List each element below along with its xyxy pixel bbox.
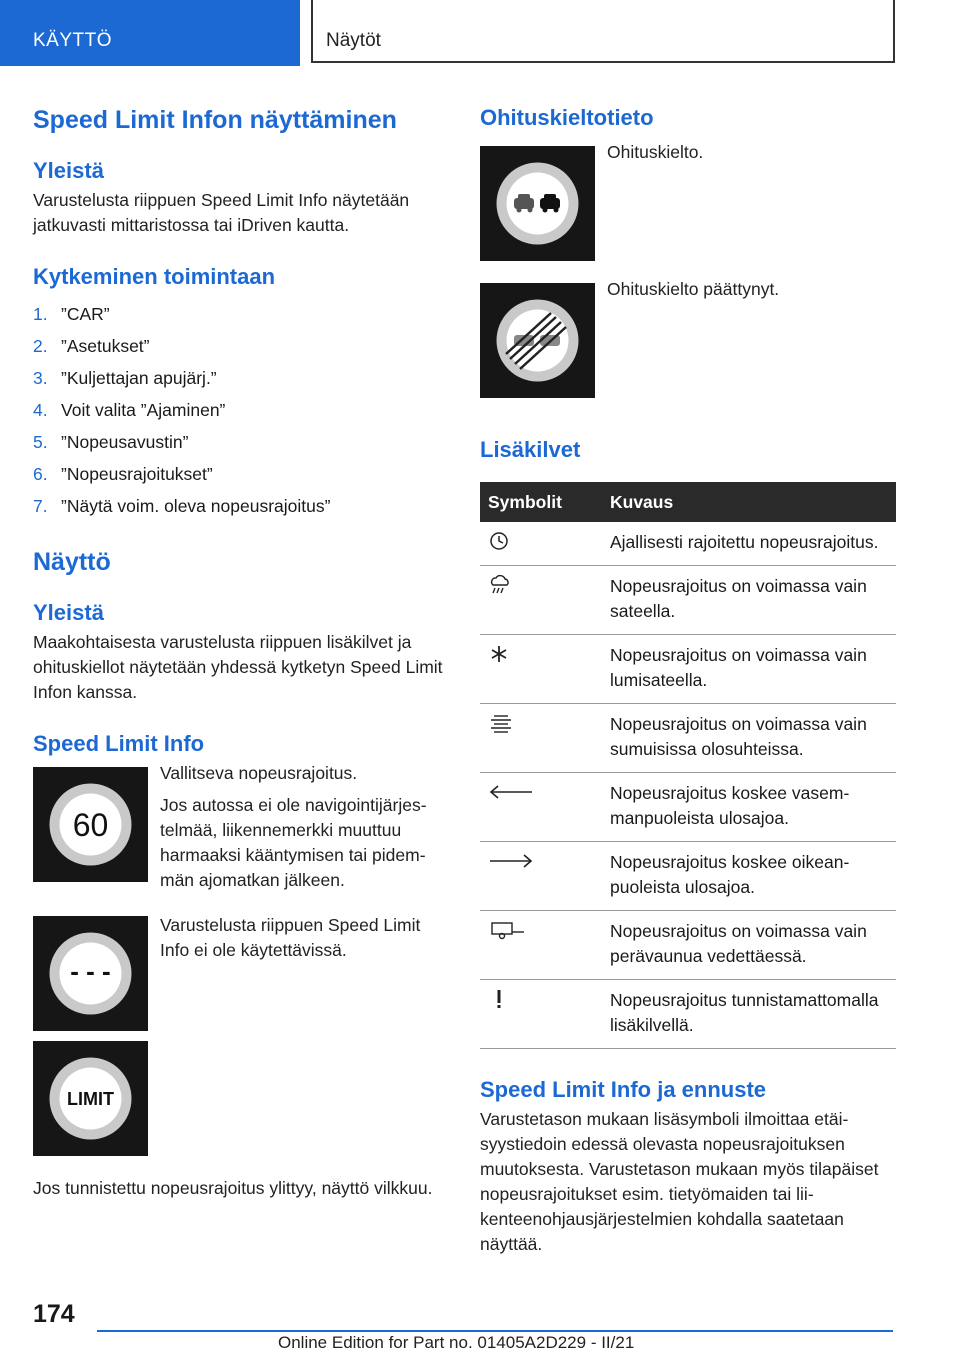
step-number: 4. bbox=[33, 400, 48, 420]
description-cell: Nopeusrajoitus on voimassa vain sateella. bbox=[610, 566, 896, 635]
section-heading-general: Yleistä bbox=[33, 158, 104, 183]
fog-icon bbox=[488, 712, 514, 734]
rain-icon bbox=[488, 574, 512, 596]
list-item bbox=[33, 458, 448, 490]
speed-limit-limit-sign bbox=[33, 1041, 148, 1156]
symbol-cell bbox=[480, 635, 610, 704]
table-row bbox=[480, 704, 896, 773]
header-subsection-label: Näytöt bbox=[326, 30, 381, 51]
page-title: Speed Limit Infon näyttäminen bbox=[33, 106, 397, 134]
page-number: 174 bbox=[33, 1300, 75, 1328]
section-heading-speed-limit-info: Speed Limit Info bbox=[33, 731, 205, 756]
clock-icon bbox=[488, 530, 510, 552]
trailer-icon bbox=[488, 919, 528, 941]
symbol-cell bbox=[480, 566, 610, 635]
table-header-row bbox=[480, 482, 896, 522]
table-row bbox=[480, 842, 896, 911]
step-number: 7. bbox=[33, 496, 48, 516]
step-number: 2. bbox=[33, 336, 48, 356]
arrow-right-icon bbox=[488, 850, 534, 872]
sign-60-description bbox=[160, 761, 448, 893]
symbol-cell bbox=[480, 980, 610, 1049]
exclamation-icon bbox=[488, 988, 510, 1010]
sign-60-value: 60 bbox=[72, 807, 109, 843]
step-text: ”Näytä voim. oleva nopeusrajoitus” bbox=[61, 496, 331, 516]
section-heading-activation: Kytkeminen toimintaan bbox=[33, 264, 276, 289]
snowflake-icon bbox=[488, 643, 510, 665]
no-passing-text: Ohituskielto. bbox=[607, 142, 704, 162]
right-column bbox=[480, 100, 896, 1257]
step-number: 3. bbox=[33, 368, 48, 388]
sign-60-text-note: Jos autossa ei ole navigointijärjestelmää, liikennemerkki muuttuu harmaaksi kääntymisen tai pidemmän ajomatkan jälkeen. bbox=[160, 795, 427, 890]
header-subsection-tab bbox=[311, 0, 895, 63]
footer-edition: Online Edition for Part no. 01405A2D229 - II/21 bbox=[278, 1333, 635, 1352]
sign-dash-description bbox=[160, 913, 448, 963]
section-title-display: Näyttö bbox=[33, 548, 111, 576]
description-cell: Nopeusrajoitus tunnistamattomalla lisäkilvellä. bbox=[610, 980, 896, 1049]
sign-dash-row bbox=[33, 916, 448, 1041]
step-text: ”CAR” bbox=[61, 304, 110, 324]
sign-limit-value: LIMIT bbox=[67, 1089, 114, 1109]
table-row bbox=[480, 911, 896, 980]
symbol-cell bbox=[480, 911, 610, 980]
symbol-cell bbox=[480, 704, 610, 773]
section-heading-display-general: Yleistä bbox=[33, 600, 104, 625]
list-item bbox=[33, 490, 448, 522]
step-text: ”Asetukset” bbox=[61, 336, 150, 356]
no-passing-row bbox=[480, 142, 896, 283]
no-passing-description bbox=[607, 140, 703, 165]
step-text: ”Nopeusavustin” bbox=[61, 432, 189, 452]
sign-dash-value: - - - bbox=[70, 956, 111, 986]
forecast-text: Varustetason mukaan lisäsymboli ilmoittaa etäisyystiedoin edessä olevasta nopeusrajoituksen muutoksesta. Varustetason mukaan myös tilapäiset nopeusrajoitukset esim. tietyömaiden tai liikenteenohjausjärjestelmien kohdalla saatetaan näyttää. bbox=[480, 1109, 879, 1254]
end-no-passing-text: Ohituskielto päättynyt. bbox=[607, 279, 780, 299]
symbol-cell bbox=[480, 522, 610, 566]
list-item bbox=[33, 426, 448, 458]
no-passing-sign bbox=[480, 146, 595, 261]
description-cell: Nopeusrajoitus on voimassa vain lumisateella. bbox=[610, 635, 896, 704]
table-row bbox=[480, 566, 896, 635]
sign-dash-text: Varustelusta riippuen Speed Limit Info ei ole käytettävissä. bbox=[160, 915, 421, 960]
step-number: 1. bbox=[33, 304, 48, 324]
description-cell: Ajallisesti rajoitettu nopeusrajoitus. bbox=[610, 522, 896, 566]
general-text: Varustelusta riippuen Speed Limit Info näytetään jatkuvasti mittaristossa tai iDriven kautta. bbox=[33, 190, 410, 235]
additional-signs-table bbox=[480, 482, 896, 1049]
table-row bbox=[480, 773, 896, 842]
table-row bbox=[480, 635, 896, 704]
list-item bbox=[33, 362, 448, 394]
symbol-cell bbox=[480, 773, 610, 842]
end-no-passing-row bbox=[480, 279, 896, 433]
description-cell: Nopeusrajoitus on voimassa vain sumuisissa olosuhteissa. bbox=[610, 704, 896, 773]
list-item bbox=[33, 394, 448, 426]
column-header-symbol: Symbolit bbox=[480, 482, 610, 522]
speed-limit-60-sign bbox=[33, 767, 148, 882]
description-cell: Nopeusrajoitus koskee oikeanpuoleista ulosajoa. bbox=[610, 842, 896, 911]
section-heading-additional-signs: Lisäkilvet bbox=[480, 437, 581, 462]
step-text: ”Kuljettajan apujärj.” bbox=[61, 368, 217, 388]
description-cell: Nopeusrajoitus on voimassa vain perävaunua vedettäessä. bbox=[610, 911, 896, 980]
step-text: ”Nopeusrajoitukset” bbox=[61, 464, 213, 484]
footer-divider bbox=[97, 1330, 893, 1332]
arrow-left-icon bbox=[488, 781, 534, 803]
display-text: Maakohtaisesta varustelusta riippuen lisäkilvet ja ohituskiellot näytetään yhdessä kytketyn Speed Limit Infon kanssa. bbox=[33, 632, 443, 702]
header-section-tab bbox=[0, 0, 300, 66]
symbol-cell bbox=[480, 842, 610, 911]
end-no-passing-description bbox=[607, 277, 779, 302]
column-header-description: Kuvaus bbox=[610, 482, 896, 522]
table-row bbox=[480, 980, 896, 1049]
closing-text: Jos tunnistettu nopeusrajoitus ylittyy, näyttö vilkkuu. bbox=[33, 1178, 433, 1198]
list-item bbox=[33, 330, 448, 362]
activation-steps bbox=[33, 298, 448, 522]
sign-60-row bbox=[33, 761, 448, 916]
step-number: 6. bbox=[33, 464, 48, 484]
end-no-passing-sign bbox=[480, 283, 595, 398]
list-item bbox=[33, 298, 448, 330]
sign-limit-row bbox=[33, 1041, 448, 1176]
section-heading-forecast: Speed Limit Info ja ennuste bbox=[480, 1077, 767, 1102]
left-column bbox=[33, 100, 448, 1201]
description-cell: Nopeusrajoitus koskee vasemmanpuoleista ulosajoa. bbox=[610, 773, 896, 842]
step-text: Voit valita ”Ajaminen” bbox=[61, 400, 226, 420]
header-section-label: KÄYTTÖ bbox=[33, 30, 113, 51]
section-heading-overtaking: Ohituskieltotieto bbox=[480, 105, 654, 130]
speed-limit-unavailable-sign bbox=[33, 916, 148, 1031]
step-number: 5. bbox=[33, 432, 48, 452]
sign-60-text: Vallitseva nopeusrajoitus. bbox=[160, 763, 358, 783]
table-row bbox=[480, 522, 896, 566]
